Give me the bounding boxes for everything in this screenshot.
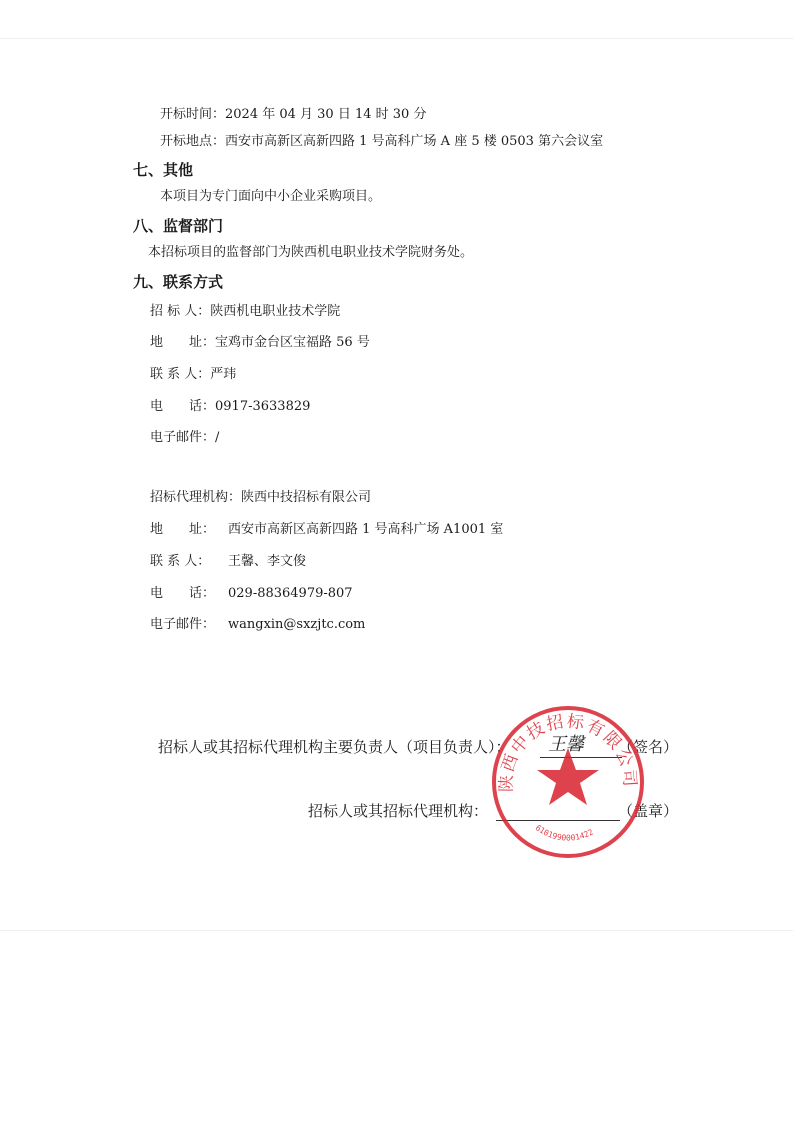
agency-email: wangxin@sxzjtc.com (228, 617, 366, 632)
agency-phone-label: 电 话： (150, 586, 216, 601)
agency-address-row (150, 521, 503, 539)
purchaser-name-label: 招 标 人： (150, 304, 211, 319)
purchaser-contact-row (150, 366, 236, 384)
handwritten-signature: 王馨 (548, 734, 584, 755)
purchaser-name-row (150, 303, 340, 321)
seal-number: 6101990001422 (533, 823, 595, 843)
signature-head-suffix: （签名） (618, 738, 679, 756)
agency-email-row (150, 616, 365, 634)
official-seal-icon (488, 702, 648, 862)
purchaser-phone: 0917-3633829 (215, 399, 311, 414)
purchaser-address-row (150, 334, 370, 352)
bid-opening-location: 开标地点：西安市高新区高新四路 1 号高科广场 A 座 5 楼 0503 第六会议室 (160, 134, 604, 149)
agency-name-row (150, 489, 371, 507)
agency-email-label: 电子邮件： (150, 617, 216, 632)
agency-phone: 029-88364979-807 (228, 586, 353, 601)
signature-org-suffix: （盖章） (618, 802, 679, 820)
agency-name-label: 招标代理机构： (150, 490, 242, 505)
section-heading-other: 七、其他 (133, 161, 194, 179)
agency-address: 西安市高新区高新四路 1 号高科广场 A1001 室 (228, 522, 504, 537)
section-body-supervision: 本招标项目的监督部门为陕西机电职业技术学院财务处。 (148, 245, 474, 260)
purchaser-contact-label: 联 系 人： (150, 367, 211, 382)
purchaser-name: 陕西机电职业技术学院 (210, 304, 341, 319)
agency-address-label: 地 址： (150, 522, 216, 537)
purchaser-contact: 严玮 (210, 367, 237, 382)
section-body-other: 本项目为专门面向中小企业采购项目。 (160, 189, 382, 204)
purchaser-address-label: 地 址： (150, 335, 216, 350)
agency-contact: 王馨、李文俊 (228, 554, 307, 569)
svg-text:6101990001422 (534, 823, 595, 842)
signature-head-label: 招标人或其招标代理机构主要负责人（项目负责人）： (158, 738, 511, 756)
section-heading-contact: 九、联系方式 (133, 273, 224, 291)
purchaser-email: / (215, 430, 220, 445)
agency-contact-row (150, 553, 306, 571)
agency-contact-label: 联 系 人： (150, 554, 211, 569)
purchaser-address: 宝鸡市金台区宝福路 56 号 (215, 335, 370, 350)
agency-name: 陕西中技招标有限公司 (241, 490, 372, 505)
agency-phone-row (150, 585, 353, 603)
purchaser-email-row (150, 429, 219, 447)
purchaser-phone-label: 电 话： (150, 399, 216, 414)
seal-text: 陕西中技招标有限公司 (496, 711, 640, 793)
purchaser-email-label: 电子邮件： (150, 430, 216, 445)
section-heading-supervision: 八、监督部门 (133, 217, 224, 235)
purchaser-phone-row (150, 398, 310, 416)
bid-opening-time: 开标时间：2024 年 04 月 30 日 14 时 30 分 (160, 107, 427, 122)
signature-org-label: 招标人或其招标代理机构： (308, 802, 489, 820)
